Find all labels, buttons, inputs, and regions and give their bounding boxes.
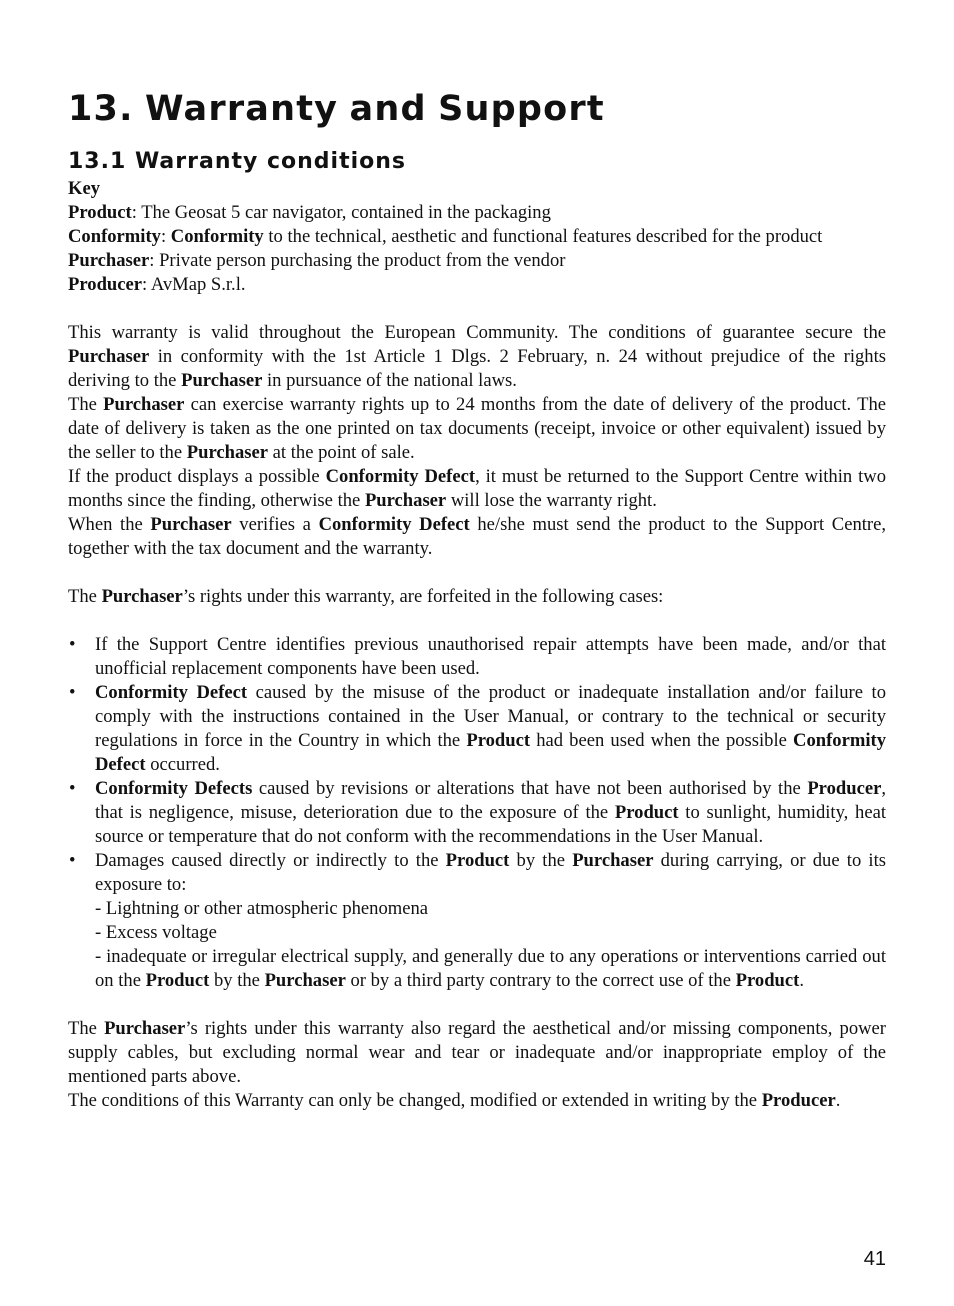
list-item: • If the Support Centre identifies previous unauthorised repair attempts have been made, and/or that unofficial replacement components have been used. <box>68 633 886 681</box>
definition-purchaser: Purchaser: Private person purchasing the product from the vendor <box>68 250 566 271</box>
warranty-body <box>68 177 886 1113</box>
forfeit-list <box>68 633 886 993</box>
page-content <box>68 84 886 1113</box>
key-label: Key <box>68 178 101 199</box>
sub-item: - Excess voltage <box>95 922 217 943</box>
paragraph-components: The Purchaser’s rights under this warranty also regard the aesthetical and/or missing components, power supply cables, but excluding normal wear and tear or inadequate and/or inappropriate employ of the mentioned parts above. <box>68 1018 886 1087</box>
paragraph-validity: This warranty is valid throughout the European Community. The conditions of guarantee secure the Purchaser in conformity with the 1st Article 1 Dlgs. 2 February, n. 24 without prejudice of the rights deriving to the Purchaser in pursuance of the national laws. <box>68 322 886 391</box>
chapter-title: 13. Warranty and Support <box>68 89 605 129</box>
list-item: • Conformity Defect caused by the misuse of the product or inadequate installation and/or failure to comply with the instructions contained in the User Manual, or contrary to the technical or security regulations in force in the Country in which the Product had been used when the possible Conformity Defect occurred. <box>68 681 886 777</box>
paragraph-forfeit-intro: The Purchaser’s rights under this warranty, are forfeited in the following cases: <box>68 586 664 607</box>
list-item: • Damages caused directly or indirectly to the Product by the Purchaser during carrying, or due to its exposure to: - Lightning or other atmospheric phenomena - Excess voltage - inadequate or irregular electrical supply, and generally due to any operations or interventions carried out on the Product by the Purchaser or by a third party contrary to the correct use of the Product. <box>68 849 886 993</box>
definition-producer: Producer: AvMap S.r.l. <box>68 274 246 295</box>
page-number: 41 <box>863 1248 886 1270</box>
definition-product: Product: The Geosat 5 car navigator, contained in the packaging <box>68 202 551 223</box>
paragraph-changes: The conditions of this Warranty can only be changed, modified or extended in writing by the Producer. <box>68 1090 841 1111</box>
paragraph-duration: The Purchaser can exercise warranty rights up to 24 months from the date of delivery of the product. The date of delivery is taken as the one printed on tax documents (receipt, invoice or other equivalent) issued by the seller to the Purchaser at the point of sale. <box>68 394 886 463</box>
list-item: • Conformity Defects caused by revisions or alterations that have not been authorised by the Producer, that is negligence, misuse, deterioration due to the exposure of the Product to sunlight, humidity, heat source or temperature that do not conform with the recommendations in the User Manual. <box>68 777 886 849</box>
sub-item: - inadequate or irregular electrical supply, and generally due to any operations or interventions carried out on the Product by the Purchaser or by a third party contrary to the correct use of the Product. <box>95 946 886 991</box>
definition-conformity: Conformity: Conformity to the technical, aesthetic and functional features described for the product <box>68 226 823 247</box>
section-title: 13.1 Warranty conditions <box>68 149 407 174</box>
paragraph-defect-return: If the product displays a possible Conformity Defect, it must be returned to the Support Centre within two months since the finding, otherwise the Purchaser will lose the warranty right. <box>68 466 886 511</box>
sub-item: - Lightning or other atmospheric phenomena <box>95 898 429 919</box>
paragraph-defect-send: When the Purchaser verifies a Conformity Defect he/she must send the product to the Support Centre, together with the tax document and the warranty. <box>68 514 887 559</box>
